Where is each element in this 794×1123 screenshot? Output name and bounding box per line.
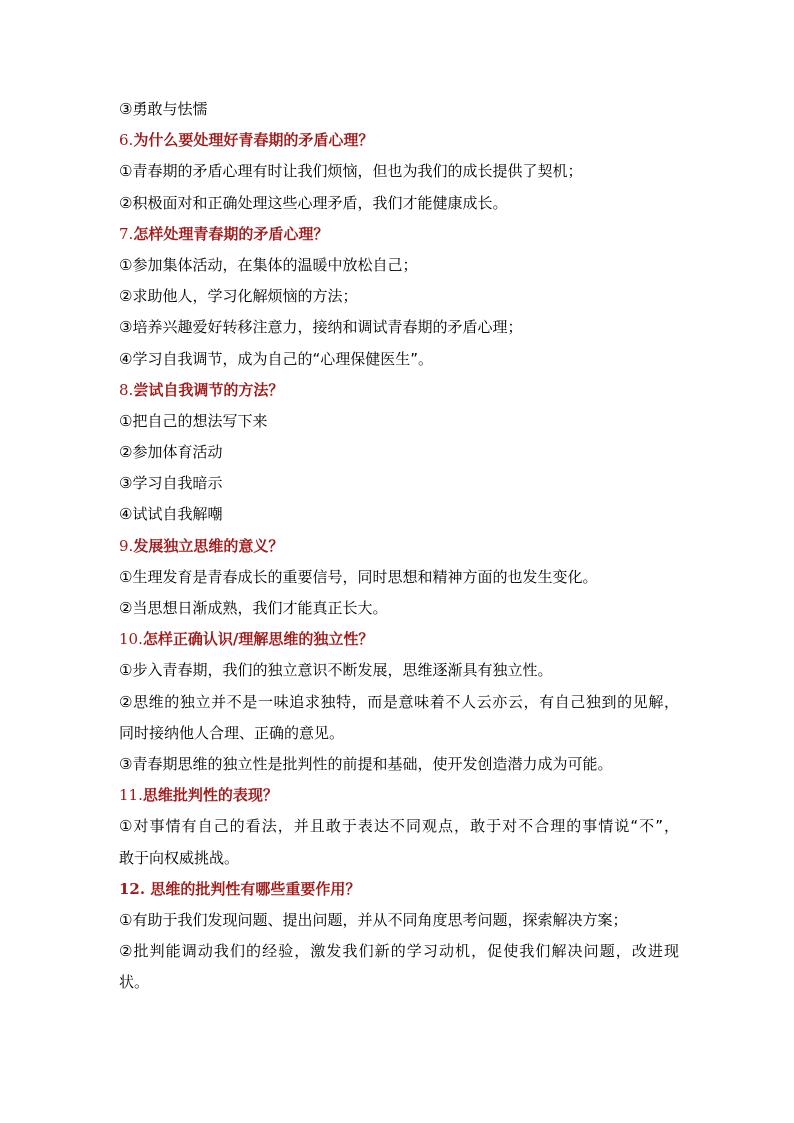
answer-line: ②批判能调动我们的经验，激发我们新的学习动机，促使我们解决问题，改进现 (119, 942, 679, 961)
answer-line: ③青春期思维的独立性是批判性的前提和基础，使开发创造潜力成为可能。 (119, 754, 613, 773)
answer-line: ③勇敢与怯懦 (119, 100, 208, 118)
answer-line: ①步入青春期，我们的独立意识不断发展，思维逐渐具有独立性。 (119, 661, 553, 680)
answer-line: ③培养兴趣爱好转移注意力，接纳和调试青春期的矛盾心理； (119, 318, 523, 337)
question-heading (119, 219, 679, 250)
answer-line: ①生理发育是青春成长的重要信号，同时思想和精神方面的也发生变化。 (119, 567, 598, 586)
question-number: 8. (119, 380, 134, 399)
answer-line: ①把自己的想法写下来 (119, 411, 268, 430)
answer-line: 敢于向权威挑战。 (119, 848, 240, 867)
answer-line: ②当思想日渐成熟，我们才能真正长大。 (119, 599, 388, 617)
answer-line: ②思维的独立并不是一味追求独特，而是意味着不人云亦云，有自己独到的见解， (119, 692, 679, 711)
answer-line: ②求助他人，学习化解烦恼的方法； (119, 287, 358, 306)
question-text: 怎样处理青春期的矛盾心理？ (133, 224, 329, 243)
question-heading (119, 874, 679, 905)
question-number: 11. (119, 786, 143, 805)
question-heading (119, 375, 679, 406)
question-number: 12. (119, 879, 146, 898)
answer-line: ②积极面对和正确处理这些心理矛盾，我们才能健康成长。 (119, 193, 508, 212)
answer-line: 同时接纳他人合理、正确的意见。 (119, 723, 345, 742)
document-body (119, 94, 679, 998)
answer-line: ①有助于我们发现问题、提出问题，并从不同角度思考问题，探索解决方案； (119, 910, 628, 929)
question-heading (119, 624, 679, 655)
question-text: 为什么要处理好青春期的矛盾心理？ (133, 131, 374, 150)
question-text: 思维批判性的表现？ (142, 786, 278, 805)
question-number: 6. (119, 131, 134, 150)
question-number: 7. (119, 224, 134, 243)
question-text: 发展独立思维的意义？ (133, 536, 284, 555)
question-text: 尝试自我调节的方法？ (133, 380, 284, 399)
answer-line: ④学习自我调节，成为自己的“心理保健医生”。 (119, 349, 433, 368)
answer-line: ③学习自我暗示 (119, 474, 223, 493)
question-text: 怎样正确认识/理解思维的独立性？ (142, 630, 374, 649)
answer-line: ④试试自我解嘲 (119, 505, 223, 524)
question-heading (119, 531, 679, 562)
question-text: 思维的批判性有哪些重要作用？ (145, 879, 361, 898)
question-number: 9. (119, 536, 134, 555)
answer-line: ②参加体育活动 (119, 443, 223, 462)
answer-line: ①对事情有自己的看法，并且敢于表达不同观点，敢于对不合理的事情说“不”， (119, 817, 679, 836)
answer-line: 状。 (119, 973, 150, 992)
question-heading (119, 780, 679, 811)
question-heading (119, 125, 679, 156)
answer-line: ①青春期的矛盾心理有时让我们烦恼，但也为我们的成长提供了契机； (119, 162, 583, 181)
question-number: 10. (119, 630, 143, 649)
answer-line: ①参加集体活动，在集体的温暖中放松自己； (119, 255, 418, 274)
